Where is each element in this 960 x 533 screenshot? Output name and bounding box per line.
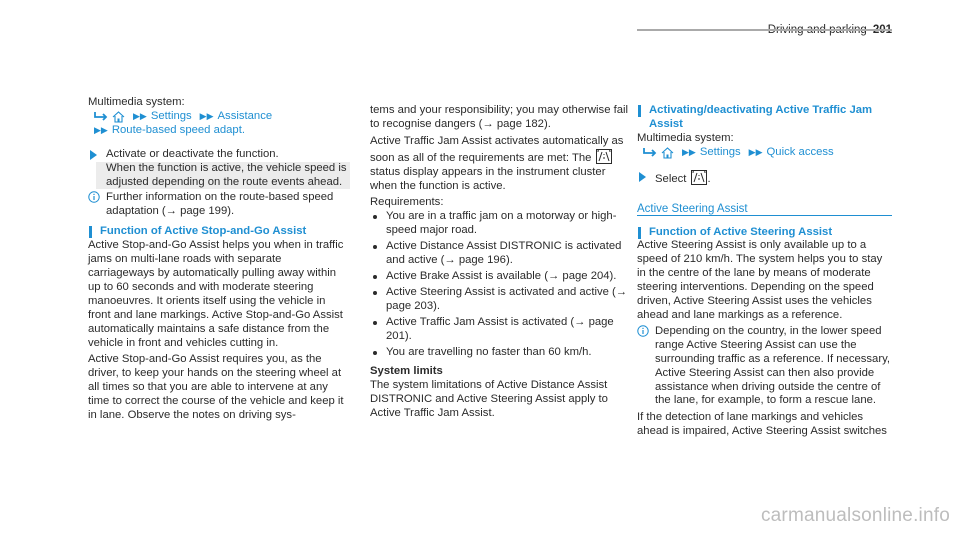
section-heading-text: Function of Active Stop-and-Go Assist xyxy=(100,225,307,238)
bullet xyxy=(373,215,377,219)
limits-text: The system limitations of Active Distance Assist DISTRONIC and Active Steering Assist apply to Active Traffic Jam Assist. xyxy=(370,379,608,420)
select-label: Select xyxy=(655,172,687,185)
section-heading xyxy=(637,226,892,240)
section-title: Active Steering Assist xyxy=(637,202,748,215)
list-item-text: Active Brake Assist is available (→ page 204). xyxy=(386,269,617,282)
step-text: Activate or deactivate the function. xyxy=(106,147,279,160)
column-1 xyxy=(88,96,350,423)
list-item xyxy=(370,210,632,238)
list-item xyxy=(370,316,632,344)
list-item xyxy=(370,286,632,314)
info-text: Depending on the country, in the lower speed range Active Steering Assist can use the surrounding traffic as a reference. If necessary, Active Steering Assist can then also provide assistance when driving outside the centre of the lane, for example, to form a rescue lane. xyxy=(655,324,891,407)
paragraph xyxy=(370,135,632,194)
info-note xyxy=(637,325,892,408)
bullet xyxy=(373,275,377,279)
heading-bar xyxy=(638,105,641,117)
nav-path xyxy=(643,146,892,160)
step-triangle-icon xyxy=(639,172,646,182)
header-rule xyxy=(637,29,892,31)
requirements-list xyxy=(370,210,632,359)
list-item-text: You are in a traffic jam on a motorway or high-speed major road. xyxy=(386,210,617,237)
section-heading xyxy=(637,104,892,132)
column-2 xyxy=(370,104,632,421)
list-item-text: Active Steering Assist is activated and active (→ page 203). xyxy=(386,285,628,312)
chevron-icon: ▶▶ xyxy=(199,110,214,121)
chevron-icon: ▶▶ xyxy=(748,146,763,157)
step-triangle-icon xyxy=(90,150,97,160)
limits-heading: System limits xyxy=(370,365,443,378)
traffic-jam-assist-icon xyxy=(691,170,707,185)
nav-quick-access: Quick access xyxy=(766,145,834,158)
section-heading xyxy=(88,225,350,239)
paragraph: Active Stop-and-Go Assist requires you, as the driver, to keep your hands on the steering wheel at all times so that you are able to intervene at any time to correct the course of the vehicle and keep it in lane. Observe the notes on driving sys- xyxy=(88,353,344,422)
paragraph-cont: tems and your responsibility; you may otherwise fail to recognise dangers (→ page 182). xyxy=(370,104,629,130)
chevron-icon: ▶▶ xyxy=(94,124,108,135)
arrow-corner-icon xyxy=(643,148,657,158)
chevron-icon: ▶▶ xyxy=(682,146,696,157)
arrow-corner-icon xyxy=(94,112,108,122)
paragraph-part: status display appears in the instrument cluster when the function is active. xyxy=(370,165,606,192)
step-item xyxy=(88,148,350,162)
heading-bar xyxy=(89,226,92,238)
bullet xyxy=(373,351,377,355)
list-item-text: Active Distance Assist DISTRONIC is activated and active (→ page 196). xyxy=(386,240,622,267)
list-item-text: You are travelling no faster than 60 km/h. xyxy=(386,345,592,358)
info-note xyxy=(88,191,350,219)
paragraph: Active Steering Assist is only available up to a speed of 210 km/h. The system helps you to stay in the centre of the lane by means of moderate steering interventions. Depending on the speed driven, Active Steering Assist uses the vehicles ahead and lane markings as a reference. xyxy=(637,239,883,321)
ms-label: Multimedia system: xyxy=(88,96,185,108)
list-item-text: Active Traffic Jam Assist is activated (→ page 201). xyxy=(386,315,614,342)
bullet xyxy=(373,291,377,295)
info-icon xyxy=(637,325,649,337)
column-3 xyxy=(637,104,892,439)
requirements-label: Requirements: xyxy=(370,196,444,209)
nav-route: Route-based speed adapt. xyxy=(111,123,245,136)
section-heading-text: Activating/deactivating Active Traffic Jam Assist xyxy=(649,104,873,130)
nav-assistance: Assistance xyxy=(217,109,273,122)
step-detail: When the function is active, the vehicle speed is adjusted depending on the route events ahead. xyxy=(96,162,350,190)
list-item xyxy=(370,346,632,360)
nav-settings: Settings xyxy=(699,145,741,158)
paragraph-part: Active Traffic Jam Assist activates automatically as soon as all of the requirements are met: The xyxy=(370,134,624,164)
list-item xyxy=(370,270,632,284)
info-icon xyxy=(88,191,100,203)
paragraph: If the detection of lane markings and vehicles ahead is impaired, Active Steering Assist switches xyxy=(637,411,887,438)
nav-path-2 xyxy=(94,124,350,138)
bullet xyxy=(373,321,377,325)
home-icon xyxy=(661,147,674,159)
bullet xyxy=(373,245,377,249)
paragraph: Active Stop-and-Go Assist helps you when in traffic jams on multi-lane roads with separate carriageways by automatically pulling away within up to 60 seconds and with moderate steering manoeuvres. It orients itself using the vehicle in front and lane markings. Active Stop-and-Go Assist automatically maintains a safe distance from the vehicle in front and vehicles cutting in. xyxy=(88,239,344,349)
watermark: carmanualsonline.info xyxy=(760,505,950,526)
chevron-icon: ▶▶ xyxy=(133,110,147,121)
home-icon xyxy=(112,111,125,123)
section-heading-text: Function of Active Steering Assist xyxy=(649,225,833,238)
list-item xyxy=(370,240,632,268)
step-item: Select . xyxy=(637,170,892,187)
traffic-jam-assist-icon xyxy=(596,149,612,164)
nav-path xyxy=(94,110,350,124)
ms-label: Multimedia system: xyxy=(637,131,734,144)
info-text: Further information on the route-based speed adaptation (→ page 199). xyxy=(106,191,334,218)
heading-bar xyxy=(638,227,641,239)
nav-settings: Settings xyxy=(150,109,192,122)
